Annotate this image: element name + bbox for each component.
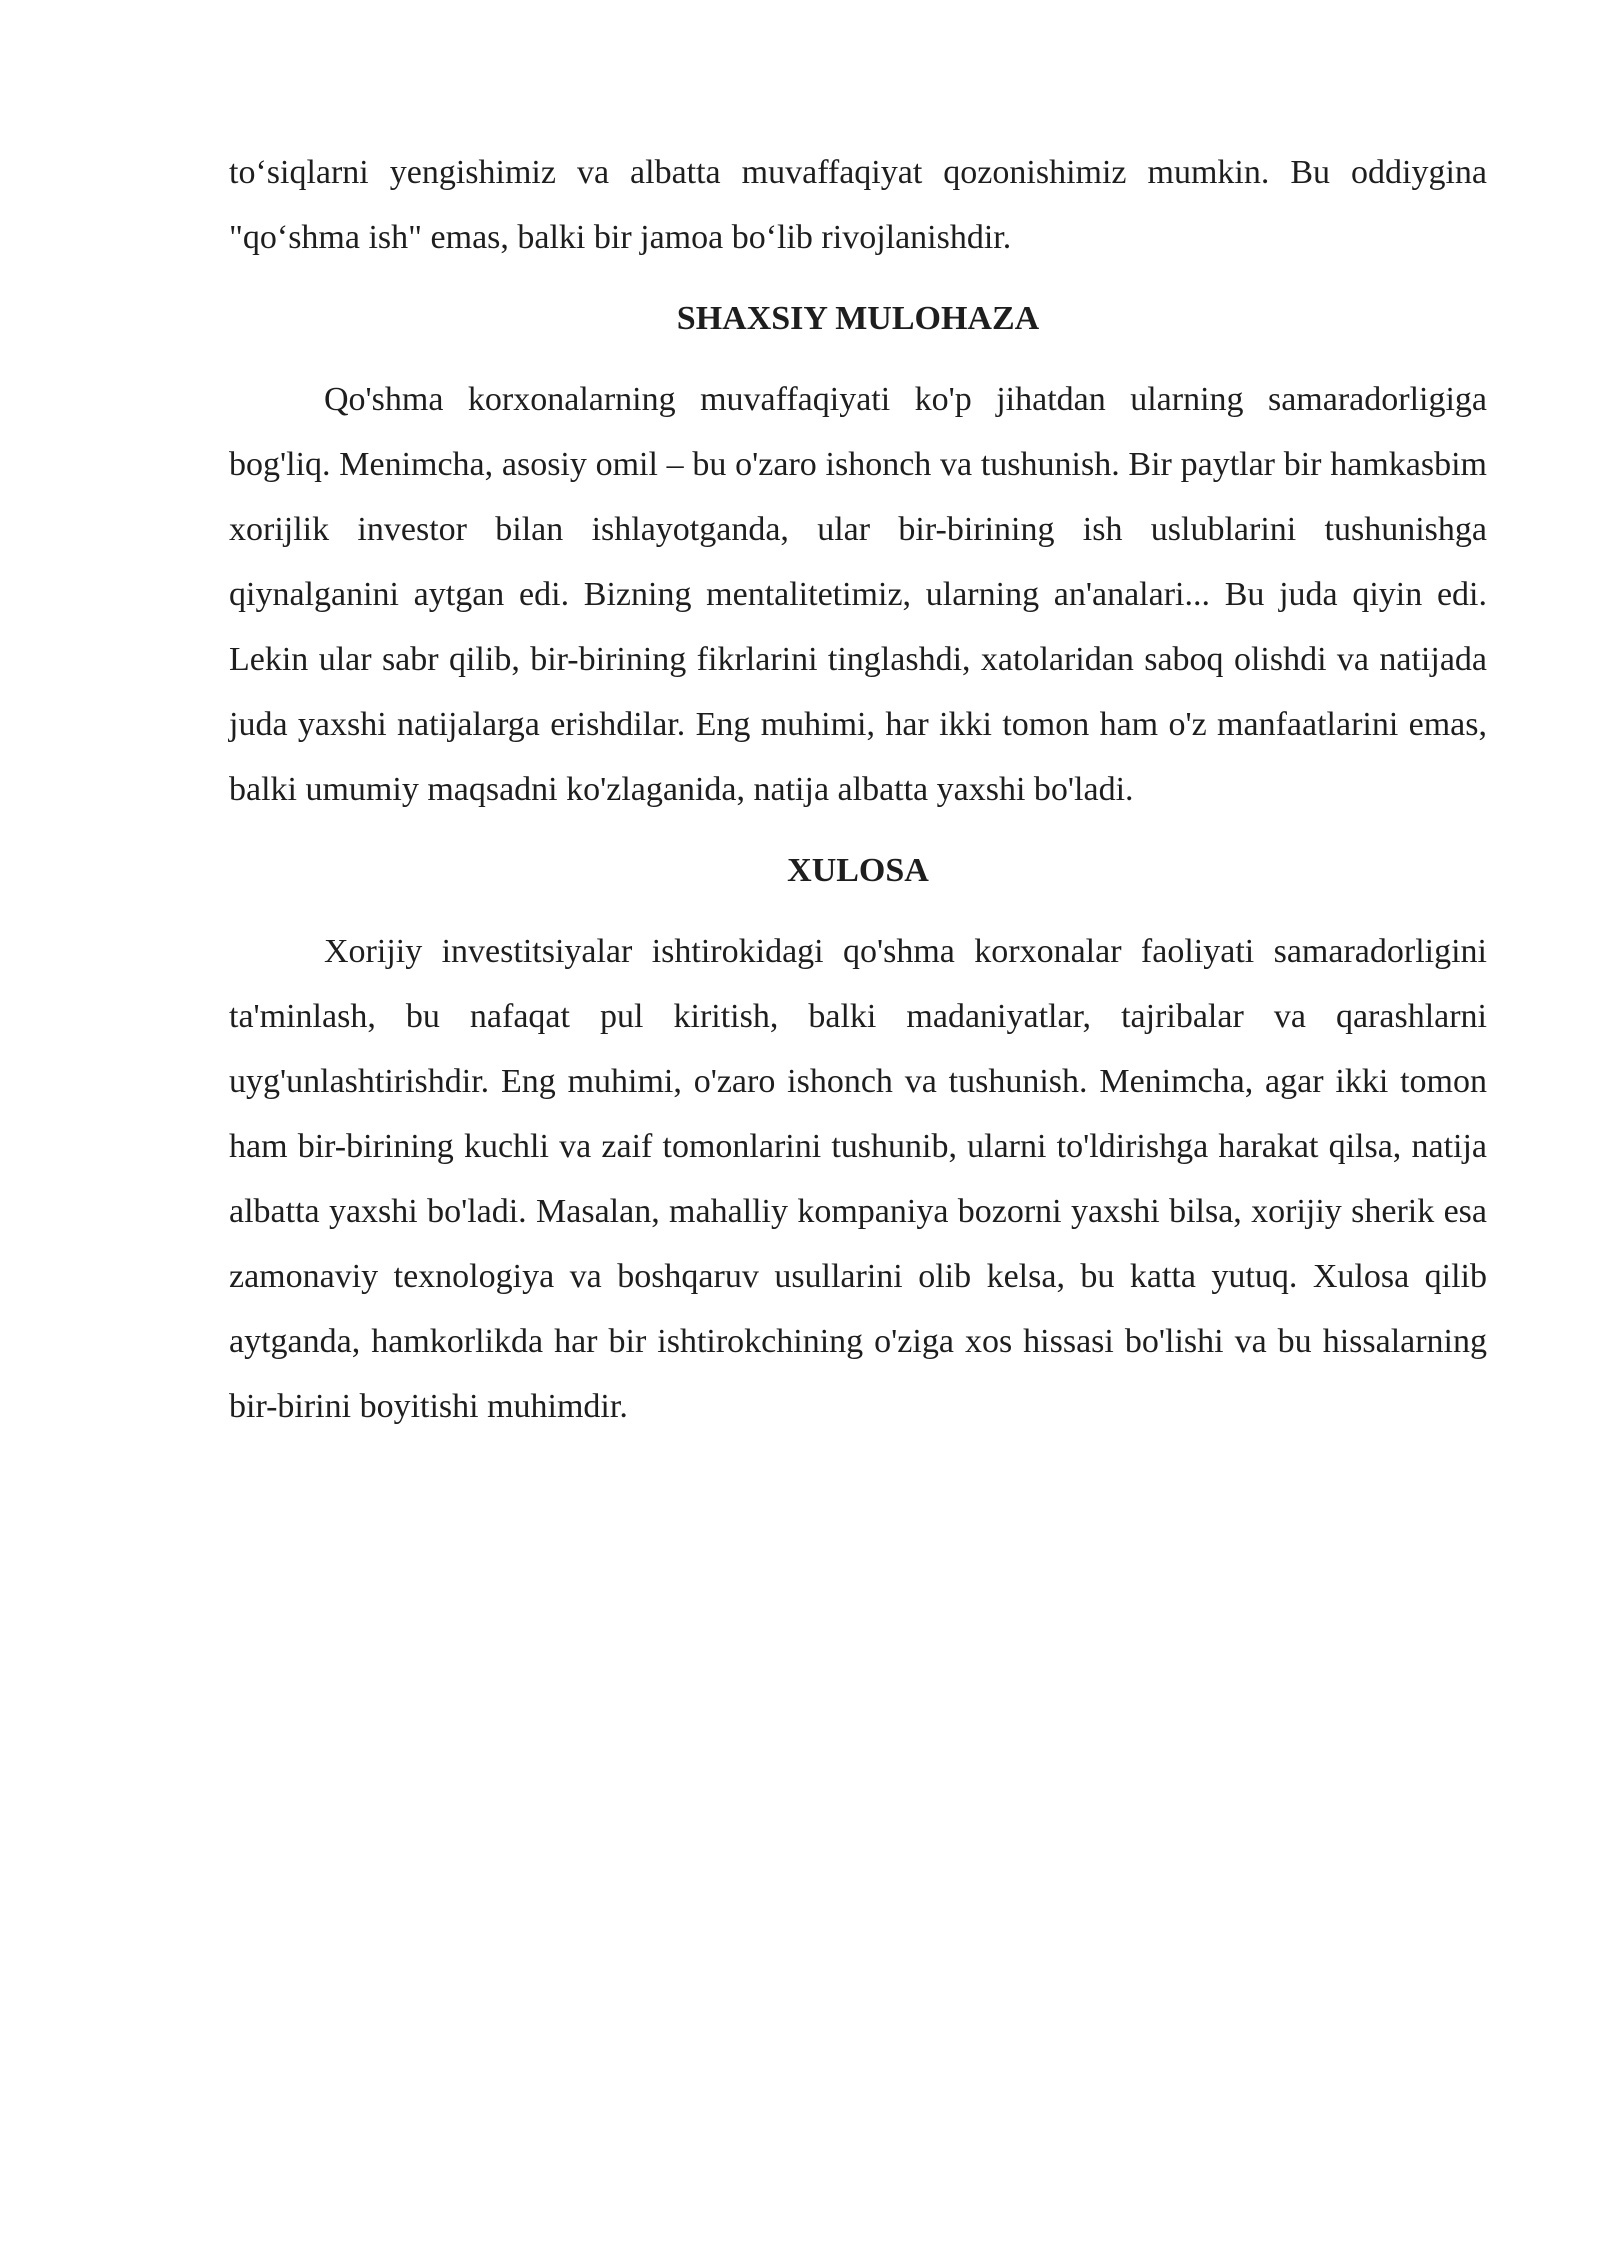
section-heading-shaxsiy-mulohaza: SHAXSIY MULOHAZA — [676, 300, 1040, 337]
document-body — [229, 140, 1487, 1439]
section-paragraph-xulosa: Xorijiy investitsiyalar ishtirokidagi qo'shma korxonalar faoliyati samaradorligini ta'minlash, bu nafaqat pul kiritish, balki madaniyatlar, tajribalar va qarashlarni uyg'unlashtirishdir. Eng muhimi, o'zaro ishonch va tushunish. Menimcha, agar ikki tomon ham bir-birining kuchli va zaif tomonlarini tushunib, ularni to'ldirishga harakat qilsa, natija albatta yaxshi bo'ladi. Masalan, mahalliy kompaniya bozorni yaxshi bilsa, xorijiy sherik esa zamonaviy texnologiya va boshqaruv usullarini olib kelsa, bu katta yutuq. Xulosa qilib aytganda, hamkorlikda har bir ishtirokchining o'ziga xos hissasi bo'lishi va bu hissalarning bir-birini boyitishi muhimdir. — [229, 933, 1487, 1425]
section-heading-xulosa: XULOSA — [787, 852, 929, 889]
intro-paragraph: to‘siqlarni yengishimiz va albatta muvaffaqiyat qozonishimiz mumkin. Bu oddiygina "qo‘shma ish" emas, balki bir jamoa bo‘lib rivojlanishdir. — [229, 154, 1487, 256]
spacer — [229, 822, 1487, 838]
spacer — [229, 270, 1487, 286]
spacer — [229, 903, 1487, 919]
section-paragraph-shaxsiy-mulohaza: Qo'shma korxonalarning muvaffaqiyati ko'p jihatdan ularning samaradorligiga bog'liq. Menimcha, asosiy omil – bu o'zaro ishonch va tushunish. Bir paytlar bir hamkasbim xorijlik investor bilan ishlayotganda, ular bir-birining ish uslublarini tushunishga qiynalganini aytgan edi. Bizning mentalitetimiz, ularning an'analari... Bu juda qiyin edi. Lekin ular sabr qilib, bir-birining fikrlarini tinglashdi, xatolaridan saboq olishdi va natijada juda yaxshi natijalarga erishdilar. Eng muhimi, har ikki tomon ham o'z manfaatlarini emas, balki umumiy maqsadni ko'zlaganida, natija albatta yaxshi bo'ladi. — [229, 381, 1487, 808]
spacer — [229, 351, 1487, 367]
